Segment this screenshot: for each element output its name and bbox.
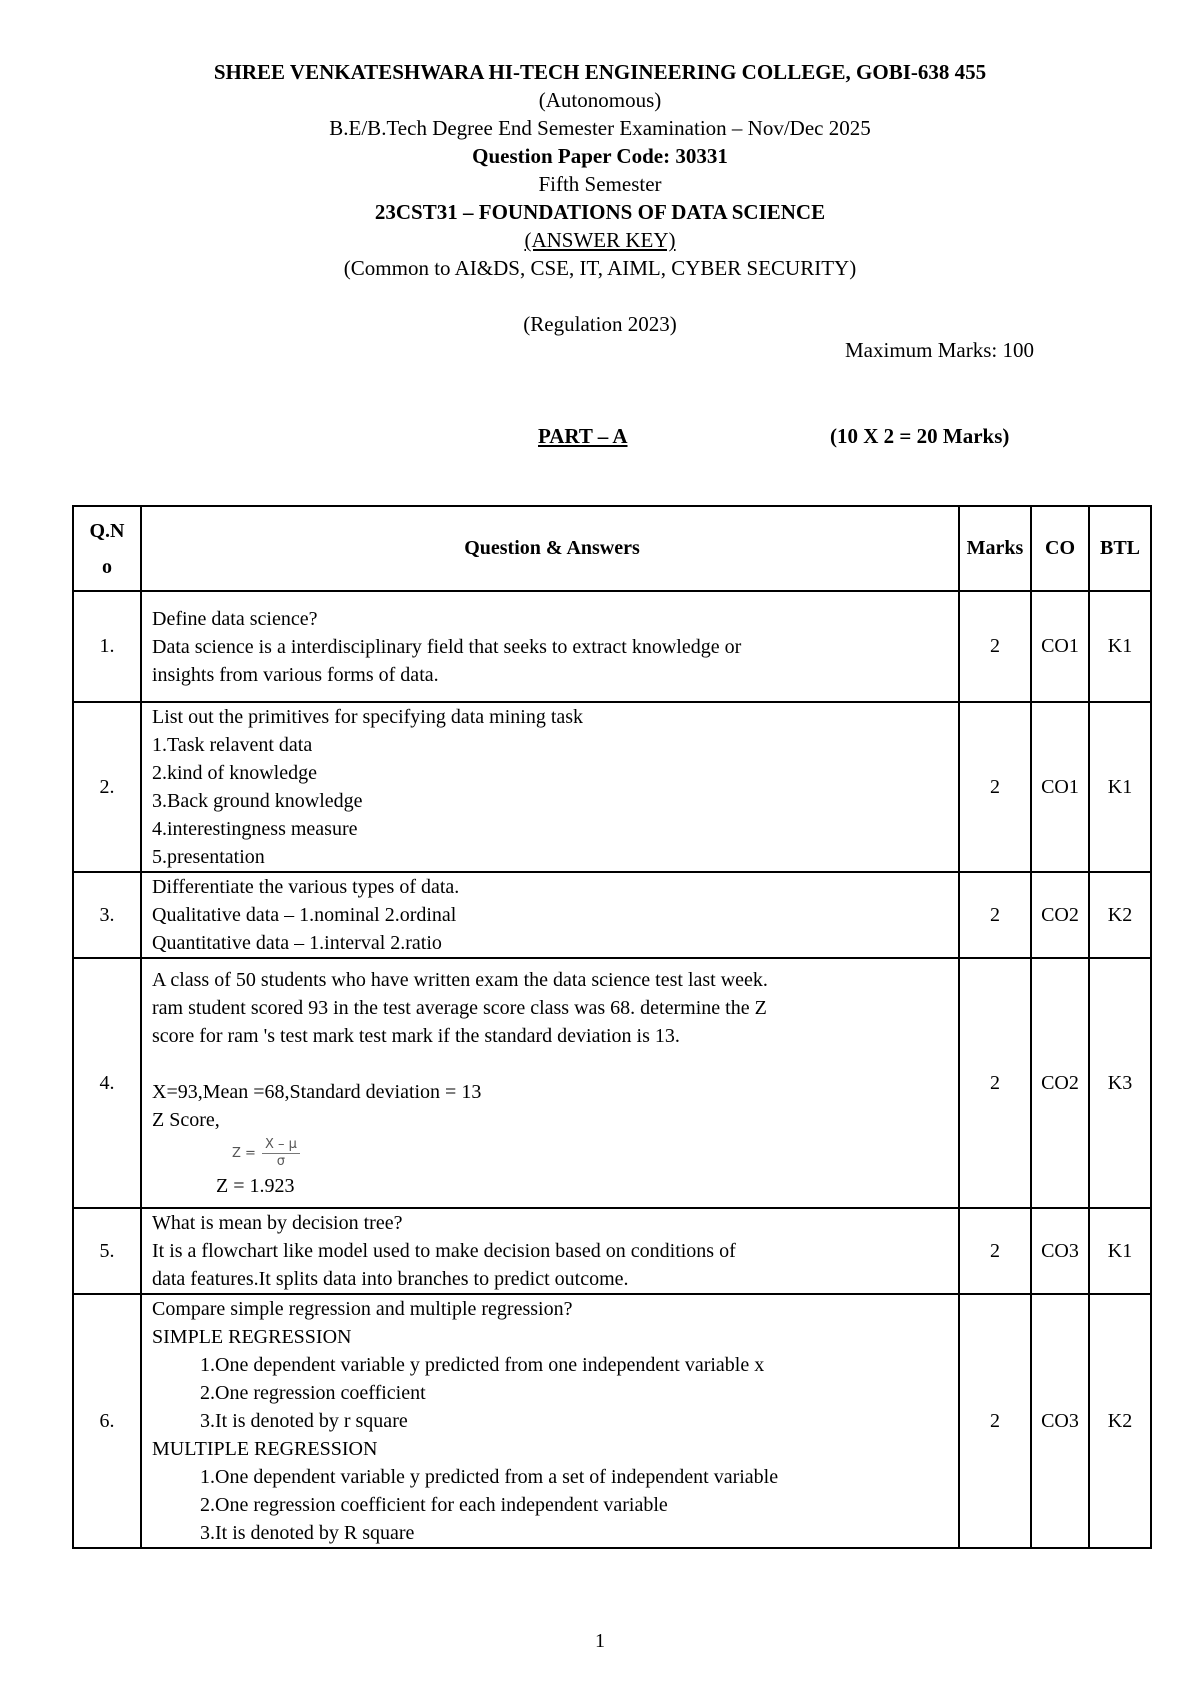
marks-value: 2 — [959, 591, 1031, 702]
btl-value: K1 — [1089, 1208, 1151, 1294]
autonomous-label: (Autonomous) — [538, 88, 662, 112]
table-row — [73, 702, 1151, 872]
header-qno-line1: Q.N — [89, 519, 125, 542]
answer-line: Z Score, — [152, 1109, 220, 1131]
blank-line — [152, 1050, 952, 1078]
marks-value: 2 — [959, 958, 1031, 1208]
exam-title: B.E/B.Tech Degree End Semester Examination – Nov/Dec 2025 — [329, 116, 871, 140]
question-number: 3. — [73, 872, 141, 958]
answer-line: Quantitative data – 1.interval 2.ratio — [152, 932, 442, 954]
question-text: Differentiate the various types of data. — [152, 876, 460, 898]
answer-line: Data science is a interdisciplinary field that seeks to extract knowledge or — [152, 635, 742, 658]
table-row — [73, 1208, 1151, 1294]
btl-value: K3 — [1089, 958, 1151, 1208]
table-header-row — [73, 506, 1151, 591]
answer-line: Qualitative data – 1.nominal 2.ordinal — [152, 904, 457, 926]
question-answer-cell — [141, 1294, 959, 1548]
college-name: SHREE VENKATESHWARA HI-TECH ENGINEERING COLLEGE, GOBI-638 455 — [213, 60, 987, 84]
formula-lhs: Z = — [232, 1145, 256, 1161]
co-value: CO1 — [1031, 591, 1089, 702]
question-answer-cell — [141, 591, 959, 702]
co-value: CO2 — [1031, 872, 1089, 958]
question-answer-table — [72, 505, 1152, 1549]
btl-value: K1 — [1089, 591, 1151, 702]
question-paper-code: Question Paper Code: 30331 — [472, 144, 728, 168]
btl-value: K1 — [1089, 702, 1151, 872]
question-text: score for ram 's test mark test mark if the standard deviation is 13. — [152, 1025, 680, 1047]
formula-numerator: X – μ — [262, 1137, 300, 1154]
answer-line: 5.presentation — [152, 846, 265, 868]
answer-line: 2.kind of knowledge — [152, 762, 317, 784]
question-text: What is mean by decision tree? — [152, 1212, 403, 1234]
marks-value: 2 — [959, 1294, 1031, 1548]
question-text: Define data science? — [152, 607, 318, 630]
marks-value: 2 — [959, 872, 1031, 958]
answer-line: 4.interestingness measure — [152, 818, 358, 840]
answer-line: X=93,Mean =68,Standard deviation = 13 — [152, 1081, 482, 1103]
answer-key-label: (ANSWER KEY) — [524, 228, 676, 252]
btl-value: K2 — [1089, 1294, 1151, 1548]
section-heading: SIMPLE REGRESSION — [152, 1326, 352, 1348]
header-question: Question & Answers — [141, 506, 959, 591]
co-value: CO1 — [1031, 702, 1089, 872]
co-value: CO3 — [1031, 1294, 1089, 1548]
course-title: 23CST31 – FOUNDATIONS OF DATA SCIENCE — [374, 200, 826, 224]
answer-line: 1.One dependent variable y predicted from one independent variable x — [200, 1354, 765, 1376]
question-answer-cell — [141, 958, 959, 1208]
question-text: Compare simple regression and multiple regression? — [152, 1298, 573, 1320]
question-answer-cell — [141, 1208, 959, 1294]
question-number: 6. — [73, 1294, 141, 1548]
answer-line: insights from various forms of data. — [152, 663, 439, 686]
co-value: CO2 — [1031, 958, 1089, 1208]
answer-line: 3.Back ground knowledge — [152, 790, 363, 812]
page-number: 1 — [595, 1630, 605, 1652]
part-a-title: PART – A — [538, 424, 628, 448]
question-number: 5. — [73, 1208, 141, 1294]
marks-value: 2 — [959, 1208, 1031, 1294]
formula-denominator: σ — [276, 1153, 286, 1169]
regulation-label: (Regulation 2023) — [523, 312, 677, 336]
part-a-marks: (10 X 2 = 20 Marks) — [830, 424, 1010, 448]
header-marks: Marks — [959, 506, 1031, 591]
header-co: CO — [1031, 506, 1089, 591]
z-score-result: Z = 1.923 — [216, 1175, 295, 1197]
answer-line: It is a flowchart like model used to make decision based on conditions of — [152, 1240, 736, 1262]
table-row — [73, 1294, 1151, 1548]
formula-fraction — [262, 1137, 300, 1170]
question-text: A class of 50 students who have written exam the data science test last week. — [152, 969, 768, 991]
header-qno — [73, 506, 141, 591]
answer-line: 3.It is denoted by r square — [200, 1410, 408, 1432]
common-to-label: (Common to AI&DS, CSE, IT, AIML, CYBER SECURITY) — [343, 256, 857, 280]
table-row — [73, 958, 1151, 1208]
answer-line: 2.One regression coefficient — [200, 1382, 426, 1404]
header-btl: BTL — [1089, 506, 1151, 591]
answer-line: 1.Task relavent data — [152, 734, 313, 756]
answer-line: 1.One dependent variable y predicted from a set of independent variable — [200, 1466, 779, 1488]
maximum-marks: Maximum Marks: 100 — [845, 338, 1034, 362]
section-heading: MULTIPLE REGRESSION — [152, 1438, 378, 1460]
table-row — [73, 872, 1151, 958]
table-row — [73, 591, 1151, 702]
header-qno-line2: o — [102, 555, 112, 578]
question-answer-cell — [141, 872, 959, 958]
question-text: List out the primitives for specifying data mining task — [152, 706, 584, 728]
semester-label: Fifth Semester — [538, 172, 662, 196]
question-number: 4. — [73, 958, 141, 1208]
question-number: 1. — [73, 591, 141, 702]
answer-line: 3.It is denoted by R square — [200, 1522, 415, 1544]
question-number: 2. — [73, 702, 141, 872]
question-text: ram student scored 93 in the test average score class was 68. determine the Z — [152, 997, 767, 1019]
marks-value: 2 — [959, 702, 1031, 872]
answer-line: data features.It splits data into branches to predict outcome. — [152, 1268, 629, 1290]
question-answer-cell — [141, 702, 959, 872]
co-value: CO3 — [1031, 1208, 1089, 1294]
btl-value: K2 — [1089, 872, 1151, 958]
answer-line: 2.One regression coefficient for each independent variable — [200, 1494, 668, 1516]
z-score-formula — [152, 1134, 952, 1172]
